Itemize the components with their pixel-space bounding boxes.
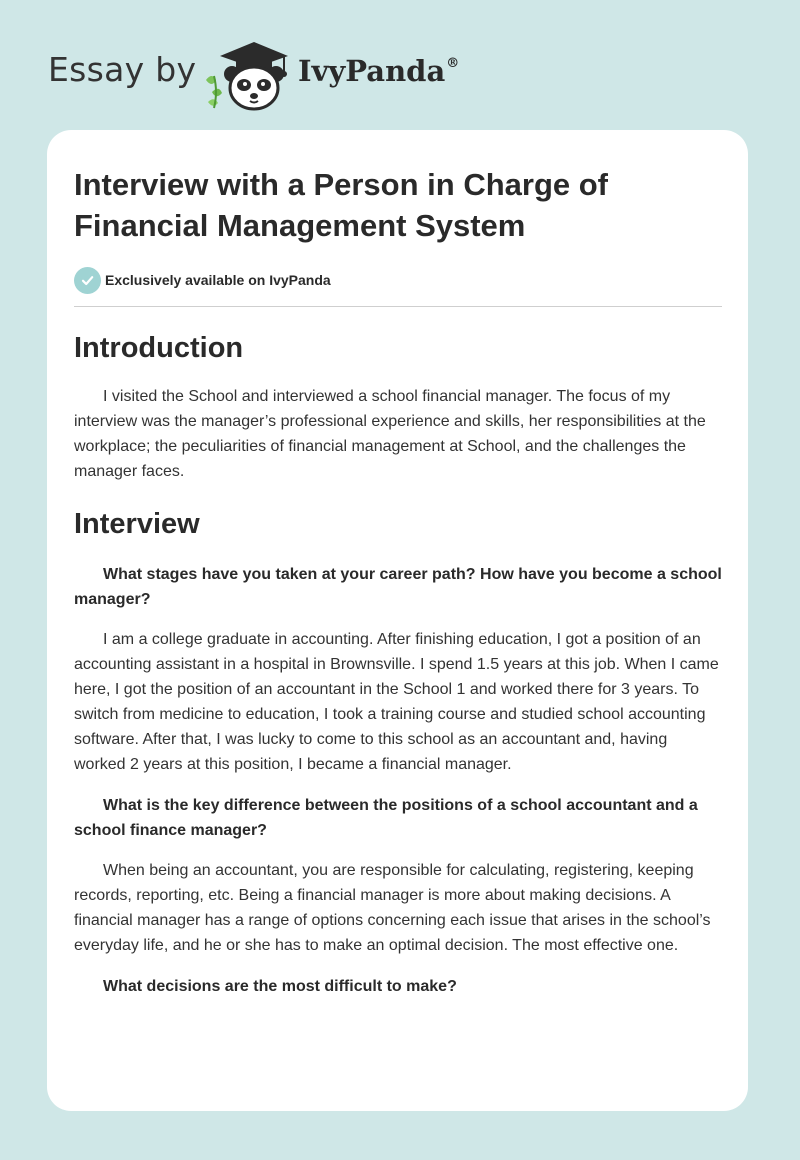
brand-logo-text[interactable] <box>298 54 459 88</box>
checkmark-icon <box>74 267 101 294</box>
section-heading-introduction: Introduction <box>74 332 244 364</box>
divider <box>74 306 722 307</box>
interview-answer: When being an accountant, you are responsible for calculating, registering, keeping records, reporting, etc. Being a financial manager is more about making decisions. A financial manager has a range of options concerning each issue that arises in the school’s everyday life, and he or she has to make an optimal decision. The most effective one. <box>74 862 711 954</box>
interview-answer: I am a college graduate in accounting. After finishing education, I got a position of an accounting assistant in a hospital in Brownsville. I spend 1.5 years at this job. When I came here, I got the position of an accountant in the School 1 and worked there for 3 years. To switch from medicine to education, I took a training course and studied school accounting software. After that, I was lucky to come to this school as an accountant and, having worked 2 years at this position, I became a financial manager. <box>74 631 719 773</box>
interview-question: What is the key difference between the positions of a school accountant and a school finance manager? <box>74 797 698 839</box>
interview-question: What decisions are the most difficult to make? <box>103 978 457 995</box>
section-heading-interview: Interview <box>74 508 200 540</box>
interview-question: What stages have you taken at your career path? How have you become a school manager? <box>74 566 722 608</box>
brand-name: IvyPanda <box>298 54 446 88</box>
registered-mark: ® <box>446 56 460 71</box>
ivy-leaf-icon <box>206 76 222 108</box>
essay-card <box>47 130 748 1111</box>
exclusive-label: Exclusively available on IvyPanda <box>105 272 331 288</box>
essay-title: Interview with a Person in Charge of Financial Management System <box>74 167 608 243</box>
exclusive-badge <box>74 266 722 294</box>
panda-graduate-icon[interactable] <box>202 36 294 112</box>
introduction-paragraph: I visited the School and interviewed a school financial manager. The focus of my interview was the manager’s professional experience and skills, her responsibilities at the workplace; the peculiarities of financial management at School, and the challenges the manager faces. <box>74 388 706 480</box>
site-header <box>48 32 648 112</box>
essay-by-label: Essay by <box>48 50 197 89</box>
